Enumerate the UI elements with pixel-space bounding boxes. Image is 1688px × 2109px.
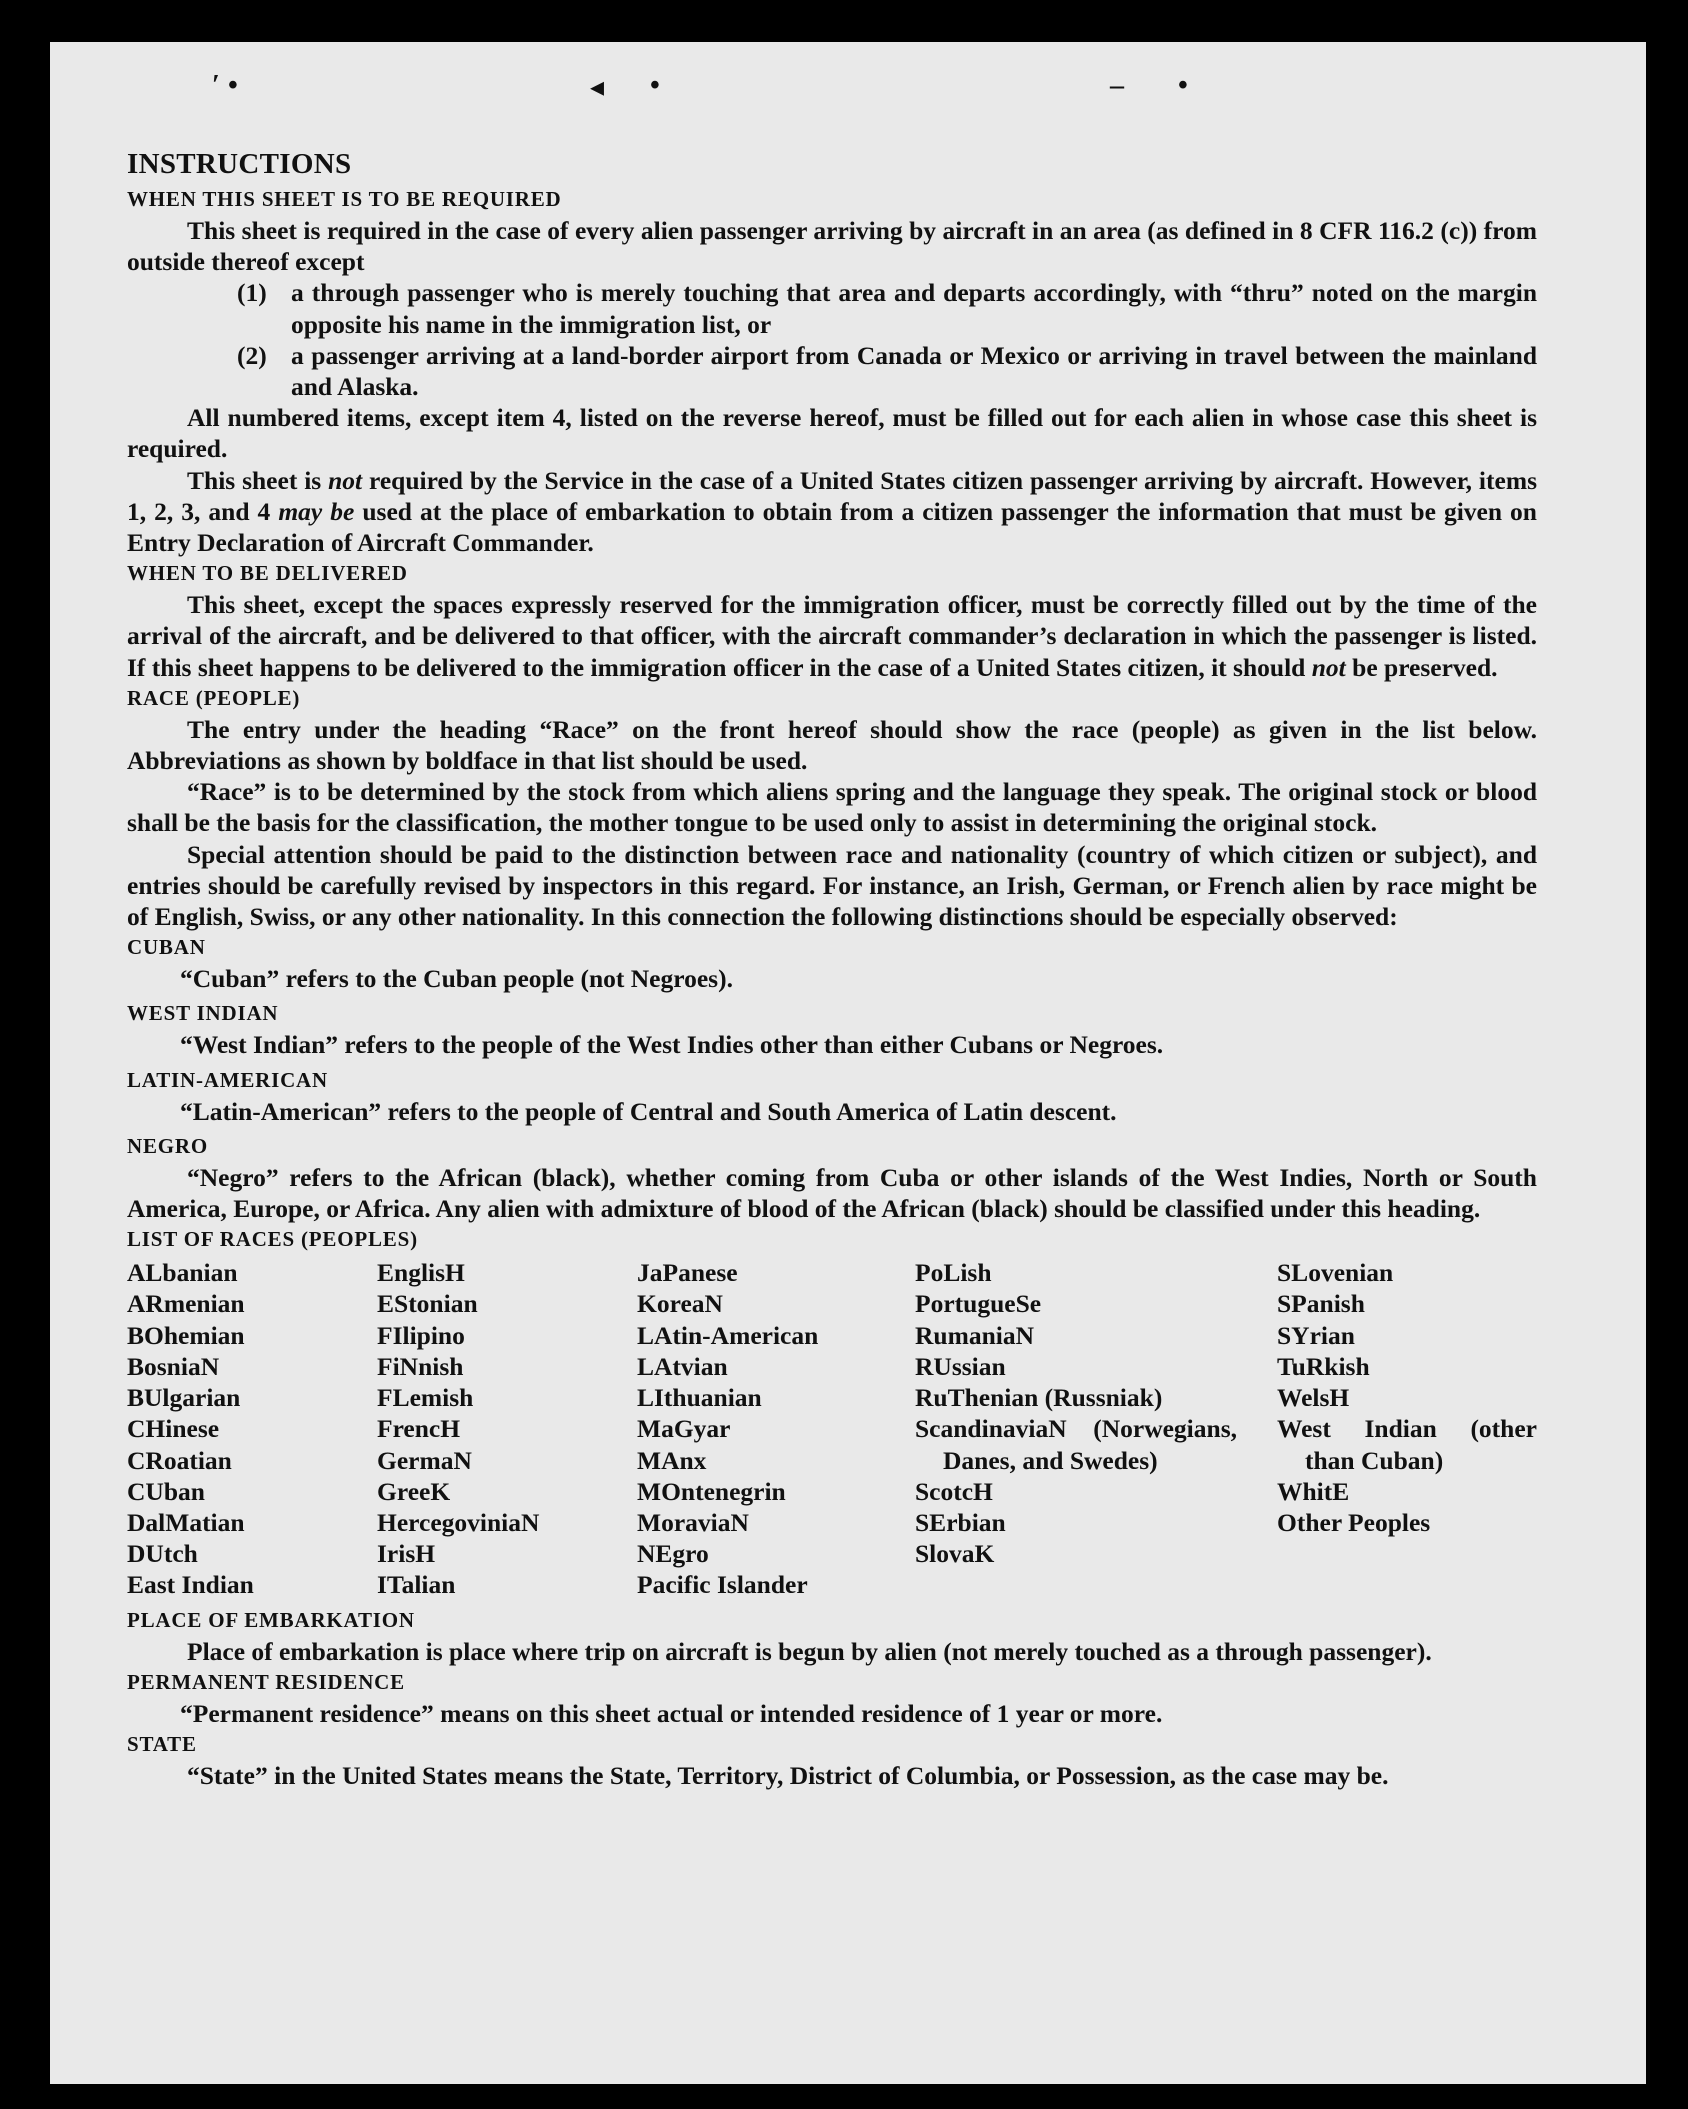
section-heading-race: RACE (PEOPLE) bbox=[127, 685, 301, 710]
race-entry: SPanish bbox=[1277, 1289, 1365, 1319]
race-entry: ARmenian bbox=[127, 1289, 245, 1319]
races-column bbox=[127, 1257, 377, 1600]
race-entry: BOhemian bbox=[127, 1320, 245, 1350]
item-text: a passenger arriving at a land-border airport from Canada or Mexico or arriving in travel between the mainland and Alaska. bbox=[291, 340, 1537, 402]
race-entry: DalMatian bbox=[127, 1507, 245, 1537]
race-entry: East Indian bbox=[127, 1570, 254, 1600]
races-column bbox=[377, 1257, 637, 1600]
race-entry: FLemish bbox=[377, 1383, 474, 1413]
race-entry: ALbanian bbox=[127, 1258, 238, 1288]
state-definition: “State” in the United States means the State, Territory, District of Columbia, or Possession, as the case may be. bbox=[187, 1760, 1389, 1790]
text-run: required by the Service in the case of a United States citizen passenger arriving by aircraft. However, items 1, 2, 3, and 4 bbox=[127, 465, 1537, 526]
text-run: This sheet is bbox=[187, 465, 329, 495]
races-column bbox=[637, 1257, 915, 1600]
section-heading-negro: NEGRO bbox=[127, 1133, 209, 1158]
race-entry: DUtch bbox=[127, 1539, 198, 1569]
scan-mark: • bbox=[228, 70, 238, 101]
section-heading-latin-american: LATIN-AMERICAN bbox=[127, 1067, 328, 1092]
race-entry: MOntenegrin bbox=[637, 1476, 786, 1506]
section-heading-list-of-races: LIST OF RACES (PEOPLES) bbox=[127, 1227, 418, 1252]
numbered-items-paragraph: All numbered items, except item 4, listed on the reverse hereof, must be filled out for each alien in whose case this sheet is required. bbox=[127, 403, 1537, 464]
section-heading-west-indian: WEST INDIAN bbox=[127, 1001, 279, 1026]
race-entry: LAtvian bbox=[637, 1351, 728, 1381]
cuban-definition: “Cuban” refers to the Cuban people (not Negroes). bbox=[180, 964, 733, 994]
race-entry: PortugueSe bbox=[915, 1289, 1042, 1319]
section-heading-when-required: WHEN THIS SHEET IS TO BE REQUIRED bbox=[127, 187, 562, 211]
race-entry: GermaN bbox=[377, 1445, 472, 1475]
race-entry: EStonian bbox=[377, 1289, 478, 1319]
race-entry: IrisH bbox=[377, 1539, 436, 1569]
intro-paragraph: This sheet is required in the case of every alien passenger arriving by aircraft in an area (as defined in 8 CFR 116.2 (c)) from outside thereof except bbox=[127, 216, 1537, 277]
scan-mark: ‒ bbox=[1110, 70, 1124, 101]
race-entry: SYrian bbox=[1277, 1320, 1355, 1350]
race-entry: SErbian bbox=[915, 1507, 1006, 1537]
race-entry: Pacific Islander bbox=[637, 1570, 808, 1600]
race-entry: CUban bbox=[127, 1476, 205, 1506]
race-entry: JaPanese bbox=[637, 1258, 738, 1288]
race-entry: ScandinaviaN (Norwegians, Danes, and Swedes) bbox=[915, 1414, 1237, 1475]
instructions-body bbox=[127, 144, 1537, 1791]
west-indian-definition: “West Indian” refers to the people of the West Indies other than either Cubans or Negroes. bbox=[180, 1030, 1164, 1060]
section-heading-when-delivered: WHEN TO BE DELIVERED bbox=[127, 561, 408, 586]
scan-mark: • bbox=[1178, 70, 1188, 101]
section-heading-cuban: CUBAN bbox=[127, 935, 206, 960]
citizen-paragraph bbox=[127, 465, 1537, 559]
race-entry: KoreaN bbox=[637, 1289, 723, 1319]
race-entry: ScotcH bbox=[915, 1476, 993, 1506]
race-entry: MaGyar bbox=[637, 1414, 731, 1444]
race-entry: Other Peoples bbox=[1277, 1507, 1431, 1537]
text-run: used at the place of embarkation to obtain from a citizen passenger the information that must be given on Entry Declaration of Aircraft Commander. bbox=[127, 496, 1537, 558]
emphasis-text: not bbox=[328, 465, 363, 495]
races-column bbox=[915, 1257, 1277, 1600]
race-entry: BUlgarian bbox=[127, 1383, 241, 1413]
race-entry: LIthuanian bbox=[637, 1383, 762, 1413]
document-page bbox=[50, 42, 1646, 2084]
race-entry: MAnx bbox=[637, 1445, 707, 1475]
residence-definition: “Permanent residence” means on this sheet actual or intended residence of 1 year or more. bbox=[180, 1698, 1163, 1728]
latin-american-definition: “Latin-American” refers to the people of Central and South America of Latin descent. bbox=[180, 1096, 1117, 1126]
race-entry: FiNnish bbox=[377, 1351, 464, 1381]
item-number: (2) bbox=[237, 340, 267, 370]
race-entry: NEgro bbox=[637, 1539, 709, 1569]
race-paragraph: The entry under the heading “Race” on the front hereof should show the race (people) as given in the list below. Abbreviations as shown by boldface in that list should be used. bbox=[127, 714, 1537, 776]
race-entry: LAtin-American bbox=[637, 1320, 819, 1350]
race-entry: EnglisH bbox=[377, 1258, 465, 1288]
races-column bbox=[1277, 1257, 1537, 1600]
race-entry: PoLish bbox=[915, 1258, 992, 1288]
negro-definition: “Negro” refers to the African (black), whether coming from Cuba or other islands of the West Indies, North or South America, Europe, or Africa. Any alien with admixture of blood of the African (black) should be classified under this heading. bbox=[127, 1162, 1537, 1224]
race-entry: CHinese bbox=[127, 1414, 220, 1444]
exception-item bbox=[127, 340, 1537, 402]
section-heading-state: STATE bbox=[127, 1731, 197, 1756]
race-entry: SlovaK bbox=[915, 1539, 995, 1569]
race-entry: SLovenian bbox=[1277, 1258, 1394, 1288]
item-text: a through passenger who is merely touching that area and departs accordingly, with “thru” noted on the margin opposite his name in the immigration list, or bbox=[291, 278, 1537, 339]
race-entry: MoraviaN bbox=[637, 1507, 749, 1537]
race-entry: HercegoviniaN bbox=[377, 1507, 540, 1537]
section-heading-residence: PERMANENT RESIDENCE bbox=[127, 1669, 405, 1694]
exception-item bbox=[127, 277, 1537, 339]
section-heading-embarkation: PLACE OF EMBARKATION bbox=[127, 1607, 415, 1632]
scan-marks bbox=[50, 70, 1646, 110]
race-entry: WhitE bbox=[1277, 1476, 1350, 1506]
race-paragraph: “Race” is to be determined by the stock from which aliens spring and the language they speak. The original stock or blood shall be the basis for the classification, the mother tongue to be used only to assist in determining the original stock. bbox=[127, 777, 1537, 838]
race-entry: GreeK bbox=[377, 1476, 451, 1506]
scan-mark: ◂ bbox=[590, 72, 605, 103]
race-entry: CRoatian bbox=[127, 1445, 232, 1475]
race-entry: RuThenian (Russniak) bbox=[915, 1383, 1163, 1413]
scan-mark: ′ bbox=[212, 70, 220, 101]
embarkation-definition: Place of embarkation is place where trip on aircraft is begun by alien (not merely touched as a through passenger). bbox=[187, 1636, 1432, 1666]
race-entry: FIlipino bbox=[377, 1320, 465, 1350]
race-entry: West Indian (other than Cuban) bbox=[1277, 1414, 1537, 1475]
race-entry: ITalian bbox=[377, 1570, 456, 1600]
emphasis-text: may be bbox=[278, 496, 355, 526]
emphasis-text: not bbox=[1311, 652, 1346, 682]
race-entry: TuRkish bbox=[1277, 1351, 1370, 1381]
race-entry: RumaniaN bbox=[915, 1320, 1035, 1350]
race-entry: BosniaN bbox=[127, 1351, 220, 1381]
races-list bbox=[127, 1257, 1537, 1600]
text-run: This sheet, except the spaces expressly reserved for the immigration officer, must be correctly filled out by the time of the arrival of the aircraft, and be delivered to that officer, with the aircraft commander’s declaration in which the passenger is listed. If this sheet happens to be delivered to the immigration officer in the case of a United States citizen, it should bbox=[127, 590, 1537, 682]
text-run: be preserved. bbox=[1345, 652, 1498, 682]
delivered-paragraph bbox=[127, 589, 1537, 683]
race-paragraph: Special attention should be paid to the distinction between race and nationality (country of which citizen or subject), and entries should be carefully revised by inspectors in this regard. For instance, an Irish, German, or French alien by race might be of English, Swiss, or any other nationality. In this connection the following distinctions should be especially observed: bbox=[127, 839, 1537, 932]
scan-mark: • bbox=[650, 70, 660, 101]
page-title: INSTRUCTIONS bbox=[127, 148, 352, 180]
race-entry: FrencH bbox=[377, 1414, 461, 1444]
item-number: (1) bbox=[237, 278, 267, 308]
race-entry: WelsH bbox=[1277, 1383, 1350, 1413]
race-entry: RUssian bbox=[915, 1351, 1006, 1381]
